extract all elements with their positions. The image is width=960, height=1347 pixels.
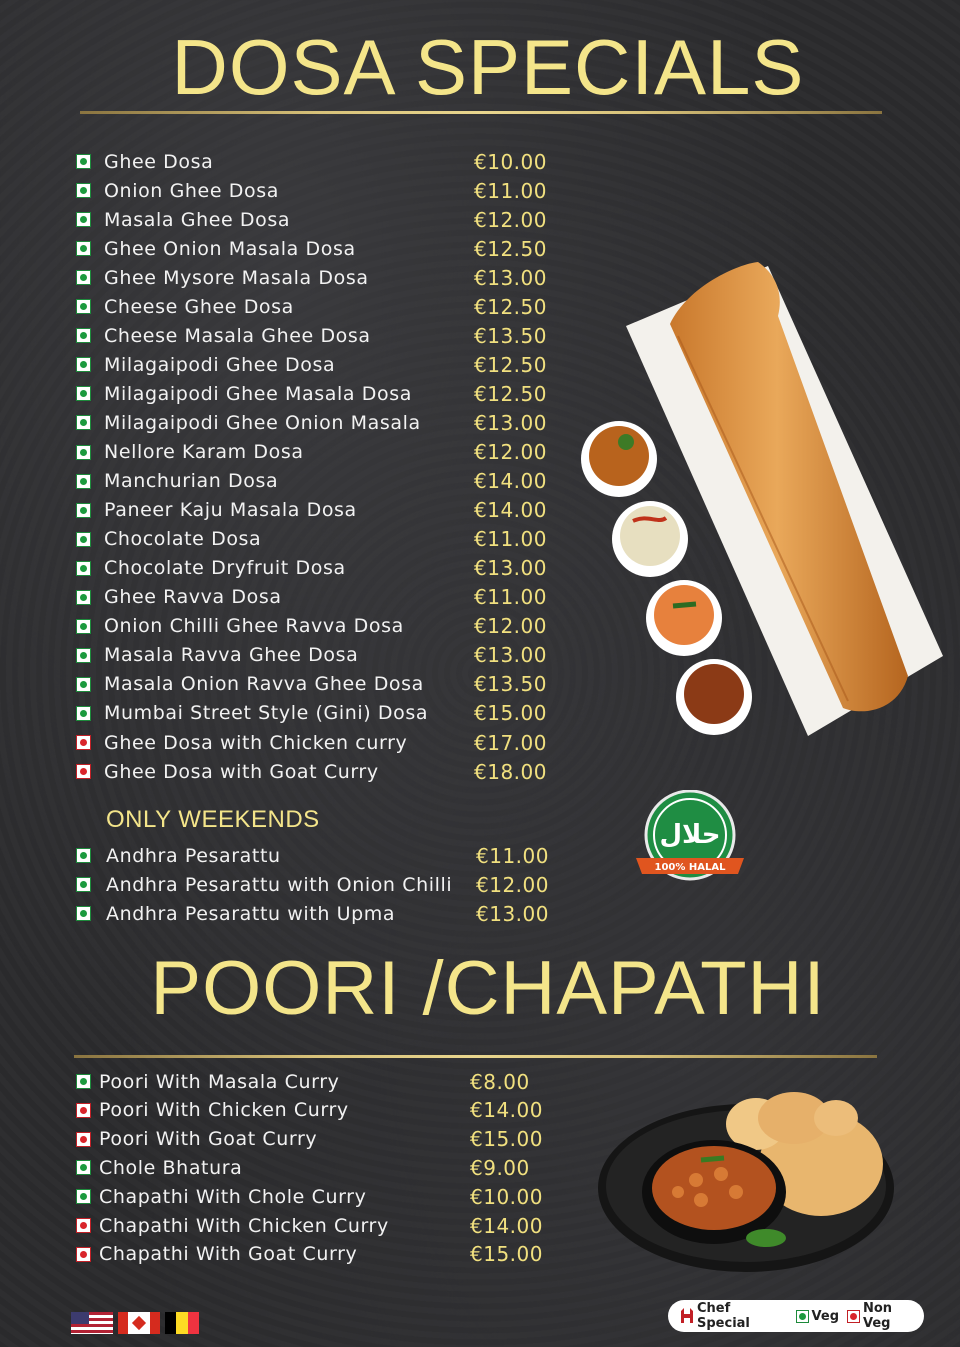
flag-row	[71, 1312, 204, 1334]
menu-item-price: €12.50	[474, 381, 547, 406]
menu-item-price: €12.00	[474, 207, 547, 232]
menu-item-price: €10.00	[470, 1184, 543, 1209]
halal-arabic-text: حلال	[659, 820, 721, 850]
menu-item-row	[76, 1240, 546, 1269]
menu-item-name: Milagaipodi Ghee Dosa	[104, 353, 336, 376]
menu-item-name: Poori With Goat Curry	[99, 1128, 318, 1151]
non-veg-icon	[847, 1310, 860, 1323]
menu-item-price: €14.00	[474, 498, 547, 523]
menu-item-name: Onion Ghee Dosa	[104, 179, 279, 202]
veg-icon	[76, 299, 91, 314]
menu-item-row	[76, 147, 556, 176]
poori-divider	[74, 1055, 877, 1058]
menu-item-row	[76, 554, 556, 583]
dosa-specials-title: DOSA SPECIALS	[171, 23, 805, 111]
us-flag-icon	[71, 1312, 113, 1334]
menu-item-price: €15.00	[474, 701, 547, 726]
menu-item-name: Ghee Onion Masala Dosa	[104, 237, 356, 260]
menu-item-name: Ghee Mysore Masala Dosa	[104, 266, 369, 289]
menu-item-price: €12.50	[474, 294, 547, 319]
menu-item-price: €14.00	[470, 1213, 543, 1238]
menu-item-name: Chapathi With Goat Curry	[99, 1243, 358, 1266]
legend-non-veg: Non Veg	[863, 1301, 893, 1331]
menu-item-price: €11.00	[476, 843, 549, 868]
weekend-subheading: ONLY WEEKENDS	[106, 806, 320, 833]
menu-item-row	[76, 670, 556, 699]
menu-item-name: Ghee Dosa	[104, 150, 214, 173]
menu-item-price: €8.00	[470, 1069, 530, 1094]
menu-item-price: €15.00	[470, 1127, 543, 1152]
veg-icon	[76, 183, 91, 198]
menu-item-price: €12.00	[476, 872, 549, 897]
menu-item-name: Paneer Kaju Masala Dosa	[104, 499, 357, 522]
menu-item-name: Milagaipodi Ghee Masala Dosa	[104, 382, 412, 405]
menu-item-price: €13.50	[474, 323, 547, 348]
menu-item-price: €14.00	[474, 469, 547, 494]
non-veg-icon	[76, 1247, 91, 1262]
menu-item-row	[76, 899, 556, 928]
menu-item-row	[76, 1067, 546, 1096]
dosa-photo	[578, 256, 950, 746]
menu-item-price: €11.00	[474, 585, 547, 610]
menu-item-price: €13.00	[474, 643, 547, 668]
veg-icon	[76, 328, 91, 343]
menu-item-name: Ghee Dosa with Chicken curry	[104, 731, 408, 754]
dosa-divider	[80, 111, 882, 114]
menu-item-row	[76, 350, 556, 379]
menu-item-name: Milagaipodi Ghee Onion Masala	[104, 411, 421, 434]
menu-item-price: €12.50	[474, 352, 547, 377]
menu-item-name: Chole Bhatura	[99, 1156, 243, 1179]
menu-item-price: €12.50	[474, 236, 547, 261]
menu-item-row	[76, 438, 556, 467]
menu-item-price: €13.00	[474, 265, 547, 290]
menu-item-row	[76, 1125, 546, 1154]
menu-item-row	[76, 1211, 546, 1240]
menu-item-row	[76, 1153, 546, 1182]
menu-item-price: €15.00	[470, 1242, 543, 1267]
menu-item-row	[76, 525, 556, 554]
menu-item-name: Masala Ravva Ghee Dosa	[104, 644, 359, 667]
menu-item-name: Andhra Pesarattu with Onion Chilli	[106, 873, 453, 896]
menu-item-price: €17.00	[474, 730, 547, 755]
menu-item-name: Cheese Ghee Dosa	[104, 295, 294, 318]
veg-icon	[76, 241, 91, 256]
menu-item-name: Cheese Masala Ghee Dosa	[104, 324, 371, 347]
menu-item-name: Poori With Chicken Curry	[99, 1099, 349, 1122]
poori-chole-photo	[596, 1088, 894, 1274]
menu-item-name: Chocolate Dryfruit Dosa	[104, 557, 346, 580]
menu-item-name: Chapathi With Chole Curry	[99, 1185, 367, 1208]
menu-item-row	[76, 641, 556, 670]
canada-flag-icon	[118, 1312, 160, 1334]
halal-label: 100% HALAL	[654, 862, 726, 873]
non-veg-icon	[76, 764, 91, 779]
veg-icon	[76, 561, 91, 576]
veg-icon	[76, 154, 91, 169]
veg-icon	[76, 1074, 91, 1089]
veg-icon	[76, 532, 91, 547]
halal-badge	[632, 790, 750, 890]
menu-item-price: €13.00	[474, 410, 547, 435]
menu-item-price: €12.00	[474, 440, 547, 464]
menu-item-price: €11.00	[474, 527, 547, 552]
veg-icon	[76, 386, 91, 401]
legend	[668, 1300, 924, 1332]
menu-item-price: €18.00	[474, 759, 547, 784]
menu-item-price: €14.00	[470, 1098, 543, 1123]
menu-item-row	[76, 321, 556, 350]
veg-icon	[76, 1160, 91, 1175]
menu-item-name: Chocolate Dosa	[104, 528, 262, 551]
menu-item-name: Manchurian Dosa	[104, 470, 279, 493]
menu-item-row	[76, 234, 556, 263]
poori-chapathi-title: POORI /CHAPATHI	[150, 946, 826, 1031]
veg-icon	[76, 212, 91, 227]
menu-item-row	[76, 1182, 546, 1211]
veg-icon	[76, 590, 91, 605]
sambar-bowl	[581, 421, 657, 497]
coconut-chutney-bowl	[612, 501, 688, 577]
menu-item-price: €13.00	[476, 901, 549, 926]
menu-item-name: Andhra Pesarattu with Upma	[106, 902, 396, 925]
menu-item-row	[76, 757, 556, 786]
veg-icon	[76, 706, 91, 721]
menu-item-row	[76, 467, 556, 496]
veg-icon	[76, 503, 91, 518]
menu-item-name: Chapathi With Chicken Curry	[99, 1214, 389, 1237]
menu-item-row	[76, 870, 556, 899]
menu-item-name: Ghee Ravva Dosa	[104, 586, 282, 609]
menu-item-name: Andhra Pesarattu	[106, 844, 281, 867]
menu-item-row	[76, 612, 556, 641]
menu-item-row	[76, 263, 556, 292]
menu-item-row	[76, 841, 556, 870]
menu-item-name: Masala Ghee Dosa	[104, 208, 291, 231]
veg-icon	[76, 906, 91, 921]
veg-icon	[76, 677, 91, 692]
menu-item-row	[76, 408, 556, 437]
menu-item-name: Mumbai Street Style (Gini) Dosa	[104, 702, 429, 725]
menu-item-price: €13.00	[474, 556, 547, 581]
veg-icon	[76, 1189, 91, 1204]
veg-icon	[76, 270, 91, 285]
chef-special-icon	[680, 1308, 694, 1324]
menu-item-price: €13.50	[474, 672, 547, 697]
menu-item-name: Onion Chilli Ghee Ravva Dosa	[104, 615, 404, 638]
legend-veg: Veg	[811, 1308, 840, 1324]
menu-item-row	[76, 1096, 546, 1125]
menu-item-row	[76, 292, 556, 321]
veg-icon	[76, 877, 91, 892]
menu-item-name: Nellore Karam Dosa	[104, 441, 304, 463]
veg-icon	[796, 1310, 809, 1323]
legend-chef-special: Chef Special	[697, 1301, 750, 1331]
veg-icon	[76, 445, 91, 460]
menu-item-row	[76, 176, 556, 205]
menu-item-price: €9.00	[470, 1155, 530, 1180]
veg-icon	[76, 357, 91, 372]
non-veg-icon	[76, 735, 91, 750]
menu-item-price: €12.00	[474, 614, 547, 639]
veg-icon	[76, 848, 91, 863]
podi-bowl	[676, 659, 752, 735]
menu-item-price: €11.00	[474, 178, 547, 203]
menu-item-price: €10.00	[474, 149, 547, 174]
menu-item-row	[76, 699, 556, 728]
non-veg-icon	[76, 1218, 91, 1233]
menu-item-row	[76, 496, 556, 525]
non-veg-icon	[76, 1103, 91, 1118]
veg-icon	[76, 619, 91, 634]
menu-item-row	[76, 379, 556, 408]
menu-item-name: Masala Onion Ravva Ghee Dosa	[104, 673, 424, 696]
menu-item-name: Ghee Dosa with Goat Curry	[104, 760, 379, 783]
menu-item-row	[76, 583, 556, 612]
menu-item-name: Poori With Masala Curry	[99, 1070, 340, 1093]
menu-item-row	[76, 728, 556, 757]
menu-item-row	[76, 205, 556, 234]
veg-icon	[76, 474, 91, 489]
belgium-flag-icon	[165, 1312, 199, 1334]
non-veg-icon	[76, 1132, 91, 1147]
veg-icon	[76, 415, 91, 430]
tomato-chutney-bowl	[646, 580, 722, 656]
veg-icon	[76, 648, 91, 663]
